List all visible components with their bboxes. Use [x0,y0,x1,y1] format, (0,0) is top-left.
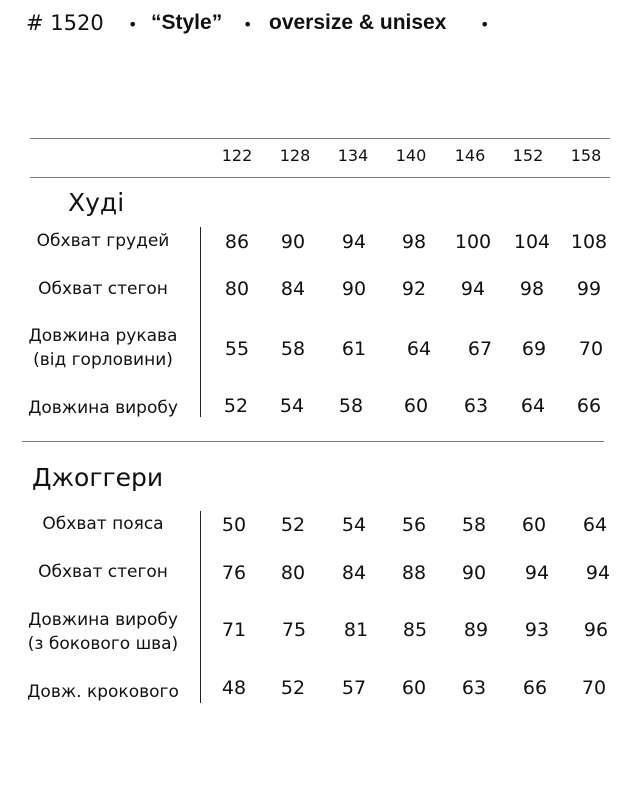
size-128: 128 [279,146,311,165]
value-cell: 94 [585,562,611,584]
value-cell: 67 [467,338,493,360]
joggers-title: Джоггери [32,463,164,492]
size-140: 140 [395,146,427,165]
value-cell: 58 [338,395,364,417]
value-cell: 84 [280,278,306,300]
value-cell: 71 [221,619,247,641]
joggers-column-divider [200,511,201,703]
value-cell: 66 [522,677,548,699]
value-cell: 99 [576,278,602,300]
value-cell: 58 [280,338,306,360]
value-cell: 76 [221,562,247,584]
joggers-row-label-length-note: (з бокового шва) [27,634,179,654]
value-cell: 85 [402,619,428,641]
size-122: 122 [221,146,253,165]
value-cell: 56 [401,514,427,536]
section-divider [22,441,604,442]
joggers-row-label-inseam: Довж. крокового [27,682,179,702]
value-cell: 93 [524,619,550,641]
value-cell: 60 [401,677,427,699]
value-cell: 89 [463,619,489,641]
joggers-row-label-length: Довжина виробу [28,610,178,630]
top-rule [30,138,610,139]
value-cell: 70 [581,677,607,699]
value-cell: 52 [280,514,306,536]
value-cell: 52 [280,677,306,699]
value-cell: 63 [461,677,487,699]
hoodie-column-divider [200,227,201,417]
value-cell: 94 [524,562,550,584]
hoodie-row-label-hips: Обхват стегон [38,279,168,299]
hoodie-row-label-sleeve: Довжина рукава [28,326,178,346]
value-cell: 81 [343,619,369,641]
joggers-row-label-hips: Обхват стегон [38,562,168,582]
value-cell: 104 [513,231,551,253]
size-152: 152 [512,146,544,165]
value-cell: 54 [341,514,367,536]
separator-bullet: • [128,15,138,34]
value-cell: 50 [221,514,247,536]
value-cell: 60 [521,514,547,536]
value-cell: 88 [401,562,427,584]
value-cell: 75 [281,619,307,641]
value-cell: 90 [341,278,367,300]
size-146: 146 [454,146,486,165]
size-134: 134 [337,146,369,165]
value-cell: 96 [583,619,609,641]
value-cell: 52 [223,395,249,417]
value-cell: 90 [461,562,487,584]
hoodie-row-label-length: Довжина виробу [28,398,178,418]
style-name: “Style” [151,11,223,34]
value-cell: 94 [341,231,367,253]
separator-bullet: • [243,15,253,34]
value-cell: 61 [341,338,367,360]
size-158: 158 [570,146,602,165]
value-cell: 64 [520,395,546,417]
hoodie-row-label-sleeve-note: (від горловини) [33,350,173,370]
value-cell: 90 [280,231,306,253]
value-cell: 64 [406,338,432,360]
size-row-rule [30,177,610,178]
value-cell: 58 [461,514,487,536]
separator-bullet: • [480,15,490,34]
value-cell: 54 [279,395,305,417]
value-cell: 66 [576,395,602,417]
fit-label: oversize & unisex [269,11,447,34]
value-cell: 98 [519,278,545,300]
value-cell: 69 [521,338,547,360]
value-cell: 80 [280,562,306,584]
product-code: # 1520 [26,11,104,35]
value-cell: 108 [570,231,608,253]
value-cell: 55 [224,338,250,360]
value-cell: 84 [341,562,367,584]
value-cell: 70 [578,338,604,360]
value-cell: 60 [403,395,429,417]
value-cell: 64 [582,514,608,536]
value-cell: 94 [460,278,486,300]
value-cell: 63 [463,395,489,417]
value-cell: 86 [224,231,250,253]
joggers-row-label-waist: Обхват пояса [42,514,164,534]
value-cell: 98 [401,231,427,253]
value-cell: 80 [224,278,250,300]
hoodie-title: Худі [68,188,125,217]
hoodie-row-label-chest: Обхват грудей [36,231,170,251]
value-cell: 48 [221,677,247,699]
value-cell: 92 [401,278,427,300]
value-cell: 57 [341,677,367,699]
value-cell: 100 [454,231,492,253]
